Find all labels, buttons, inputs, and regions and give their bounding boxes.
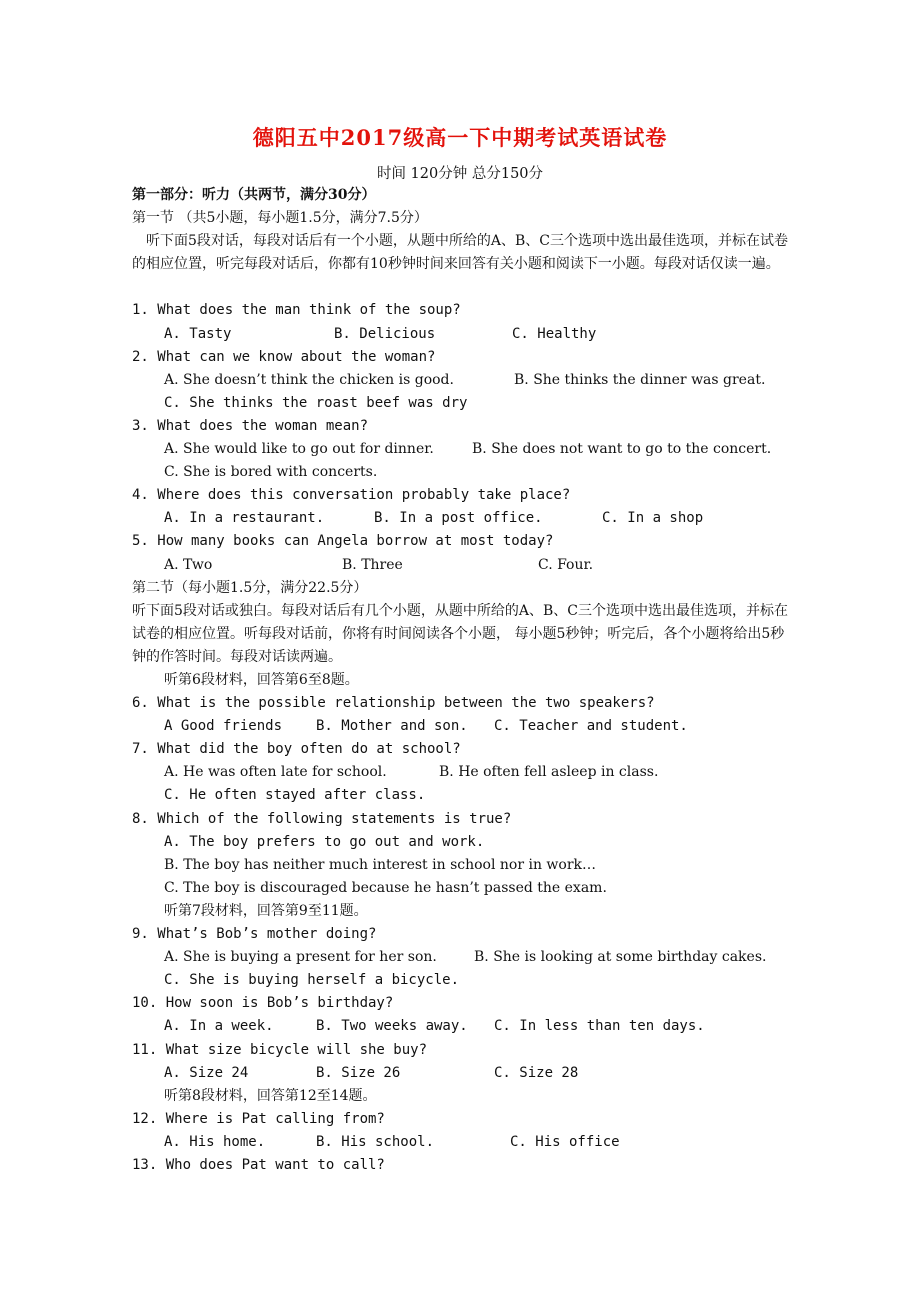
question-3: 3. What does the woman mean? <box>132 417 369 434</box>
option-a: A Good friends <box>164 718 283 735</box>
option-a: A. Two <box>164 556 213 573</box>
option-c: C. She thinks the roast beef was dry <box>164 394 468 411</box>
question-8: 8. Which of the following statements is true? <box>132 810 512 827</box>
material-8-note: 听第8段材料，回答第12至14题。 <box>164 1087 377 1104</box>
question-7-options-row2 <box>132 784 792 807</box>
section2-heading: 第二节（每小题1.5分，满分22.5分） <box>132 579 368 596</box>
option-a: A. In a restaurant. <box>164 510 325 527</box>
option-a: A. Size 24 <box>164 1064 249 1081</box>
exam-time-score: 时间 120分钟 总分150分 <box>376 166 544 182</box>
material-6-note: 听第6段材料，回答第6至8题。 <box>164 672 359 688</box>
question-8-option-a: A. The boy prefers to go out and work. <box>164 833 485 850</box>
material-7-note: 听第7段材料，回答第9至11题。 <box>164 902 368 919</box>
section1-instruction: 听下面5段对话，每段对话后有一个小题，从题中所给的A、B、C三个选项中选出最佳选项，并标在试卷的相应位置，听完每段对话后，你都有10秒钟时间来回答有关小题和阅读下一小题。每段对话仅读一遍。 <box>132 233 789 273</box>
option-b: B. She is looking at some birthday cakes. <box>474 949 767 966</box>
option-c: C. She is bored with concerts. <box>164 464 378 481</box>
option-b: B. Two weeks away. <box>316 1018 468 1035</box>
question-11: 11. What size bicycle will she buy? <box>132 1041 428 1058</box>
question-7: 7. What did the boy often do at school? <box>132 741 461 758</box>
question-12-options <box>132 1131 792 1154</box>
exam-title: 德阳五中2017级高一下中期考试英语试卷 <box>252 125 668 150</box>
option-c: C. Healthy <box>512 325 597 342</box>
question-5-options <box>132 554 792 577</box>
question-2-options-row1 <box>132 369 792 392</box>
option-c: C. In a shop <box>602 510 704 527</box>
option-b: B. Three <box>342 556 403 573</box>
question-8-option-b: B. The boy has neither much interest in school nor in work… <box>164 856 597 873</box>
option-b: B. He often fell asleep in class. <box>439 764 659 781</box>
option-a: A. She doesn’t think the chicken is good. <box>164 371 454 388</box>
question-1-options <box>132 323 792 346</box>
option-b: B. In a post office. <box>374 510 543 527</box>
question-9-options-row2 <box>132 969 792 992</box>
option-b: B. She does not want to go to the concert. <box>472 441 772 458</box>
option-c: C. Teacher and student. <box>494 718 688 735</box>
question-10: 10. How soon is Bob’s birthday? <box>132 995 394 1012</box>
question-3-options-row2 <box>132 461 792 484</box>
option-a: A. His home. <box>164 1133 266 1150</box>
question-4-options <box>132 507 792 530</box>
question-11-options <box>132 1062 792 1085</box>
option-c: C. Four. <box>538 556 594 573</box>
question-6: 6. What is the possible relationship between the two speakers? <box>132 695 655 712</box>
option-b: B. She thinks the dinner was great. <box>514 371 766 388</box>
option-c: C. In less than ten days. <box>494 1018 705 1035</box>
question-7-options-row1 <box>132 761 792 784</box>
question-13: 13. Who does Pat want to call? <box>132 1156 385 1173</box>
option-a: A. Tasty <box>164 325 232 342</box>
question-9: 9. What’s Bob’s mother doing? <box>132 926 377 943</box>
option-a: A. He was often late for school. <box>164 764 387 781</box>
option-a: A. She would like to go out for dinner. <box>164 441 434 458</box>
part1-heading: 第一部分：听力（共两节，满分30分） <box>132 187 376 203</box>
option-b: B. Delicious <box>334 325 436 342</box>
option-c: C. Size 28 <box>494 1064 579 1081</box>
option-a: A. In a week. <box>164 1018 274 1035</box>
question-12: 12. Where is Pat calling from? <box>132 1110 385 1127</box>
question-5: 5. How many books can Angela borrow at most today? <box>132 533 554 550</box>
section2-instruction: 听下面5段对话或独白。每段对话后有几个小题，从题中所给的A、B、C三个选项中选出最佳选项，并标在试卷的相应位置。听每段对话前，你将有时间阅读各个小题， 每小题5秒钟；听完后，各个小题将给出5秒钟的作答时间。每段对话读两遍。 <box>132 602 789 665</box>
question-2: 2. What can we know about the woman? <box>132 348 436 365</box>
option-b: B. Mother and son. <box>316 718 468 735</box>
option-a: A. She is buying a present for her son. <box>164 949 437 966</box>
question-4: 4. Where does this conversation probably take place? <box>132 487 571 504</box>
question-6-options <box>132 715 792 738</box>
question-2-options-row2 <box>132 392 792 415</box>
option-b: B. His school. <box>316 1133 435 1150</box>
question-9-options-row1 <box>132 946 792 969</box>
question-1: 1. What does the man think of the soup? <box>132 302 461 319</box>
question-10-options <box>132 1015 792 1038</box>
option-b: B. Size 26 <box>316 1064 401 1081</box>
question-8-option-c: C. The boy is discouraged because he hasn’t passed the exam. <box>164 879 607 896</box>
option-c: C. His office <box>510 1133 620 1150</box>
exam-content <box>132 184 792 1177</box>
option-c: C. He often stayed after class. <box>164 787 426 804</box>
question-3-options-row1 <box>132 438 792 461</box>
option-c: C. She is buying herself a bicycle. <box>164 972 460 989</box>
section1-heading: 第一节 （共5小题，每小题1.5分，满分7.5分） <box>132 210 428 227</box>
